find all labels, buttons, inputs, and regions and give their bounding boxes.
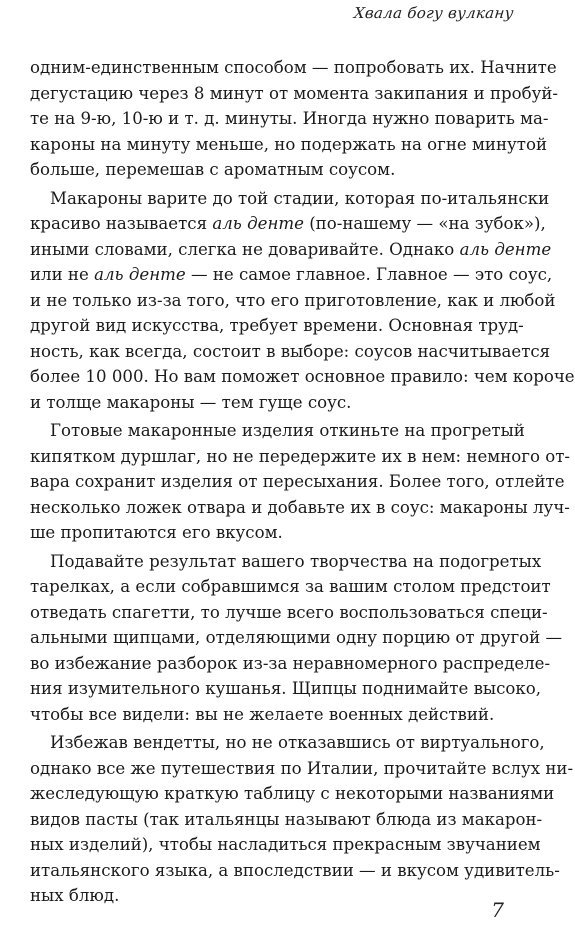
text-line: Подавайте результат вашего творчества на подогретых (50, 551, 542, 571)
text-line: чтобы все видели: вы не желаете военных действий. (30, 704, 495, 724)
text-line: более 10 000. Но вам поможет основное правило: чем короче (30, 367, 575, 386)
text-line: ше пропитаются его вкусом. (30, 523, 283, 542)
text-line: те на 9-ю, 10-ю и т. д. минуты. Иногда нужно поварить ма- (30, 109, 549, 128)
running-header-title: Хвала богу вулкану (353, 4, 515, 22)
text-line: однако все же путешествия по Италии, прочитайте вслух ни- (30, 758, 574, 778)
text-line: несколько ложек отвара и добавьте их в соус: макароны луч- (30, 497, 570, 517)
italic-term: аль денте (212, 214, 304, 233)
text-line: дегустацию через 8 минут от момента закипания и пробуй- (30, 83, 559, 103)
paragraph-2 (30, 186, 575, 416)
text-line: другой вид искусства, требует времени. Основная труд- (30, 316, 524, 335)
text-line: ния изумительного кушанья. Щипцы поднимайте высоко, (30, 679, 542, 698)
text-line: во избежание разборок из-за неравномерного распределе- (30, 653, 551, 673)
italic-term: аль денте (459, 239, 552, 259)
text-line: или не аль денте — не самое главное. Главное — это соус, (30, 265, 553, 284)
text-line: итальянского языка, а впоследствии — и вкусом удивитель- (30, 860, 560, 880)
text-line: и не только из-за того, что его приготовление, как и любой (30, 290, 556, 310)
text-line: иными словами, слегка не доваривайте. Однако аль денте (30, 239, 552, 259)
text-line: кароны на минуту меньше, но подержать на огне минутой (30, 134, 548, 154)
text-line: одним-единственным способом — попробовать их. Начните (30, 58, 557, 77)
text-line: и толще макароны — тем гуще соус. (30, 392, 352, 412)
text-line: тарелках, а если собравшимся за вашим столом предстоит (30, 577, 551, 596)
paragraph-5 (30, 730, 574, 909)
page-number: 7 (491, 898, 504, 922)
text-line: Макароны варите до той стадии, которая по-итальянски (50, 188, 550, 208)
text-line: отведать спагетти, то лучше всего воспользоваться специ- (30, 602, 548, 622)
text-line: Готовые макаронные изделия откиньте на прогретый (50, 421, 525, 440)
text-line: красиво называется аль денте (по-нашему — «на зубок»), (30, 214, 546, 233)
text-line: ность, как всегда, состоит в выборе: соусов насчитывается (30, 341, 551, 361)
text-line: ных изделий), чтобы насладиться прекрасным звучанием (30, 835, 541, 854)
paragraph-4 (30, 549, 563, 728)
text-line: альными щипцами, отделяющими одну порцию от другой — (30, 628, 563, 647)
paragraph-3 (30, 418, 570, 546)
text-line: ных блюд. (30, 886, 120, 905)
text-line: кипятком дуршлаг, но не передержите их в нем: немного от- (30, 446, 570, 466)
text-line: видов пасты (так итальянцы называют блюда из макарон- (30, 809, 543, 829)
text-line: больше, перемешав с ароматным соусом. (30, 160, 396, 179)
italic-term: аль денте (94, 265, 186, 284)
paragraph-1 (30, 55, 559, 183)
text-line: Избежав вендетты, но не отказавшись от виртуального, (50, 733, 545, 752)
text-line: вара сохранит изделия от пересыхания. Более того, отлейте (30, 472, 565, 491)
text-line: жеследующую краткую таблицу с некоторыми названиями (30, 784, 555, 803)
page-body (30, 55, 575, 912)
